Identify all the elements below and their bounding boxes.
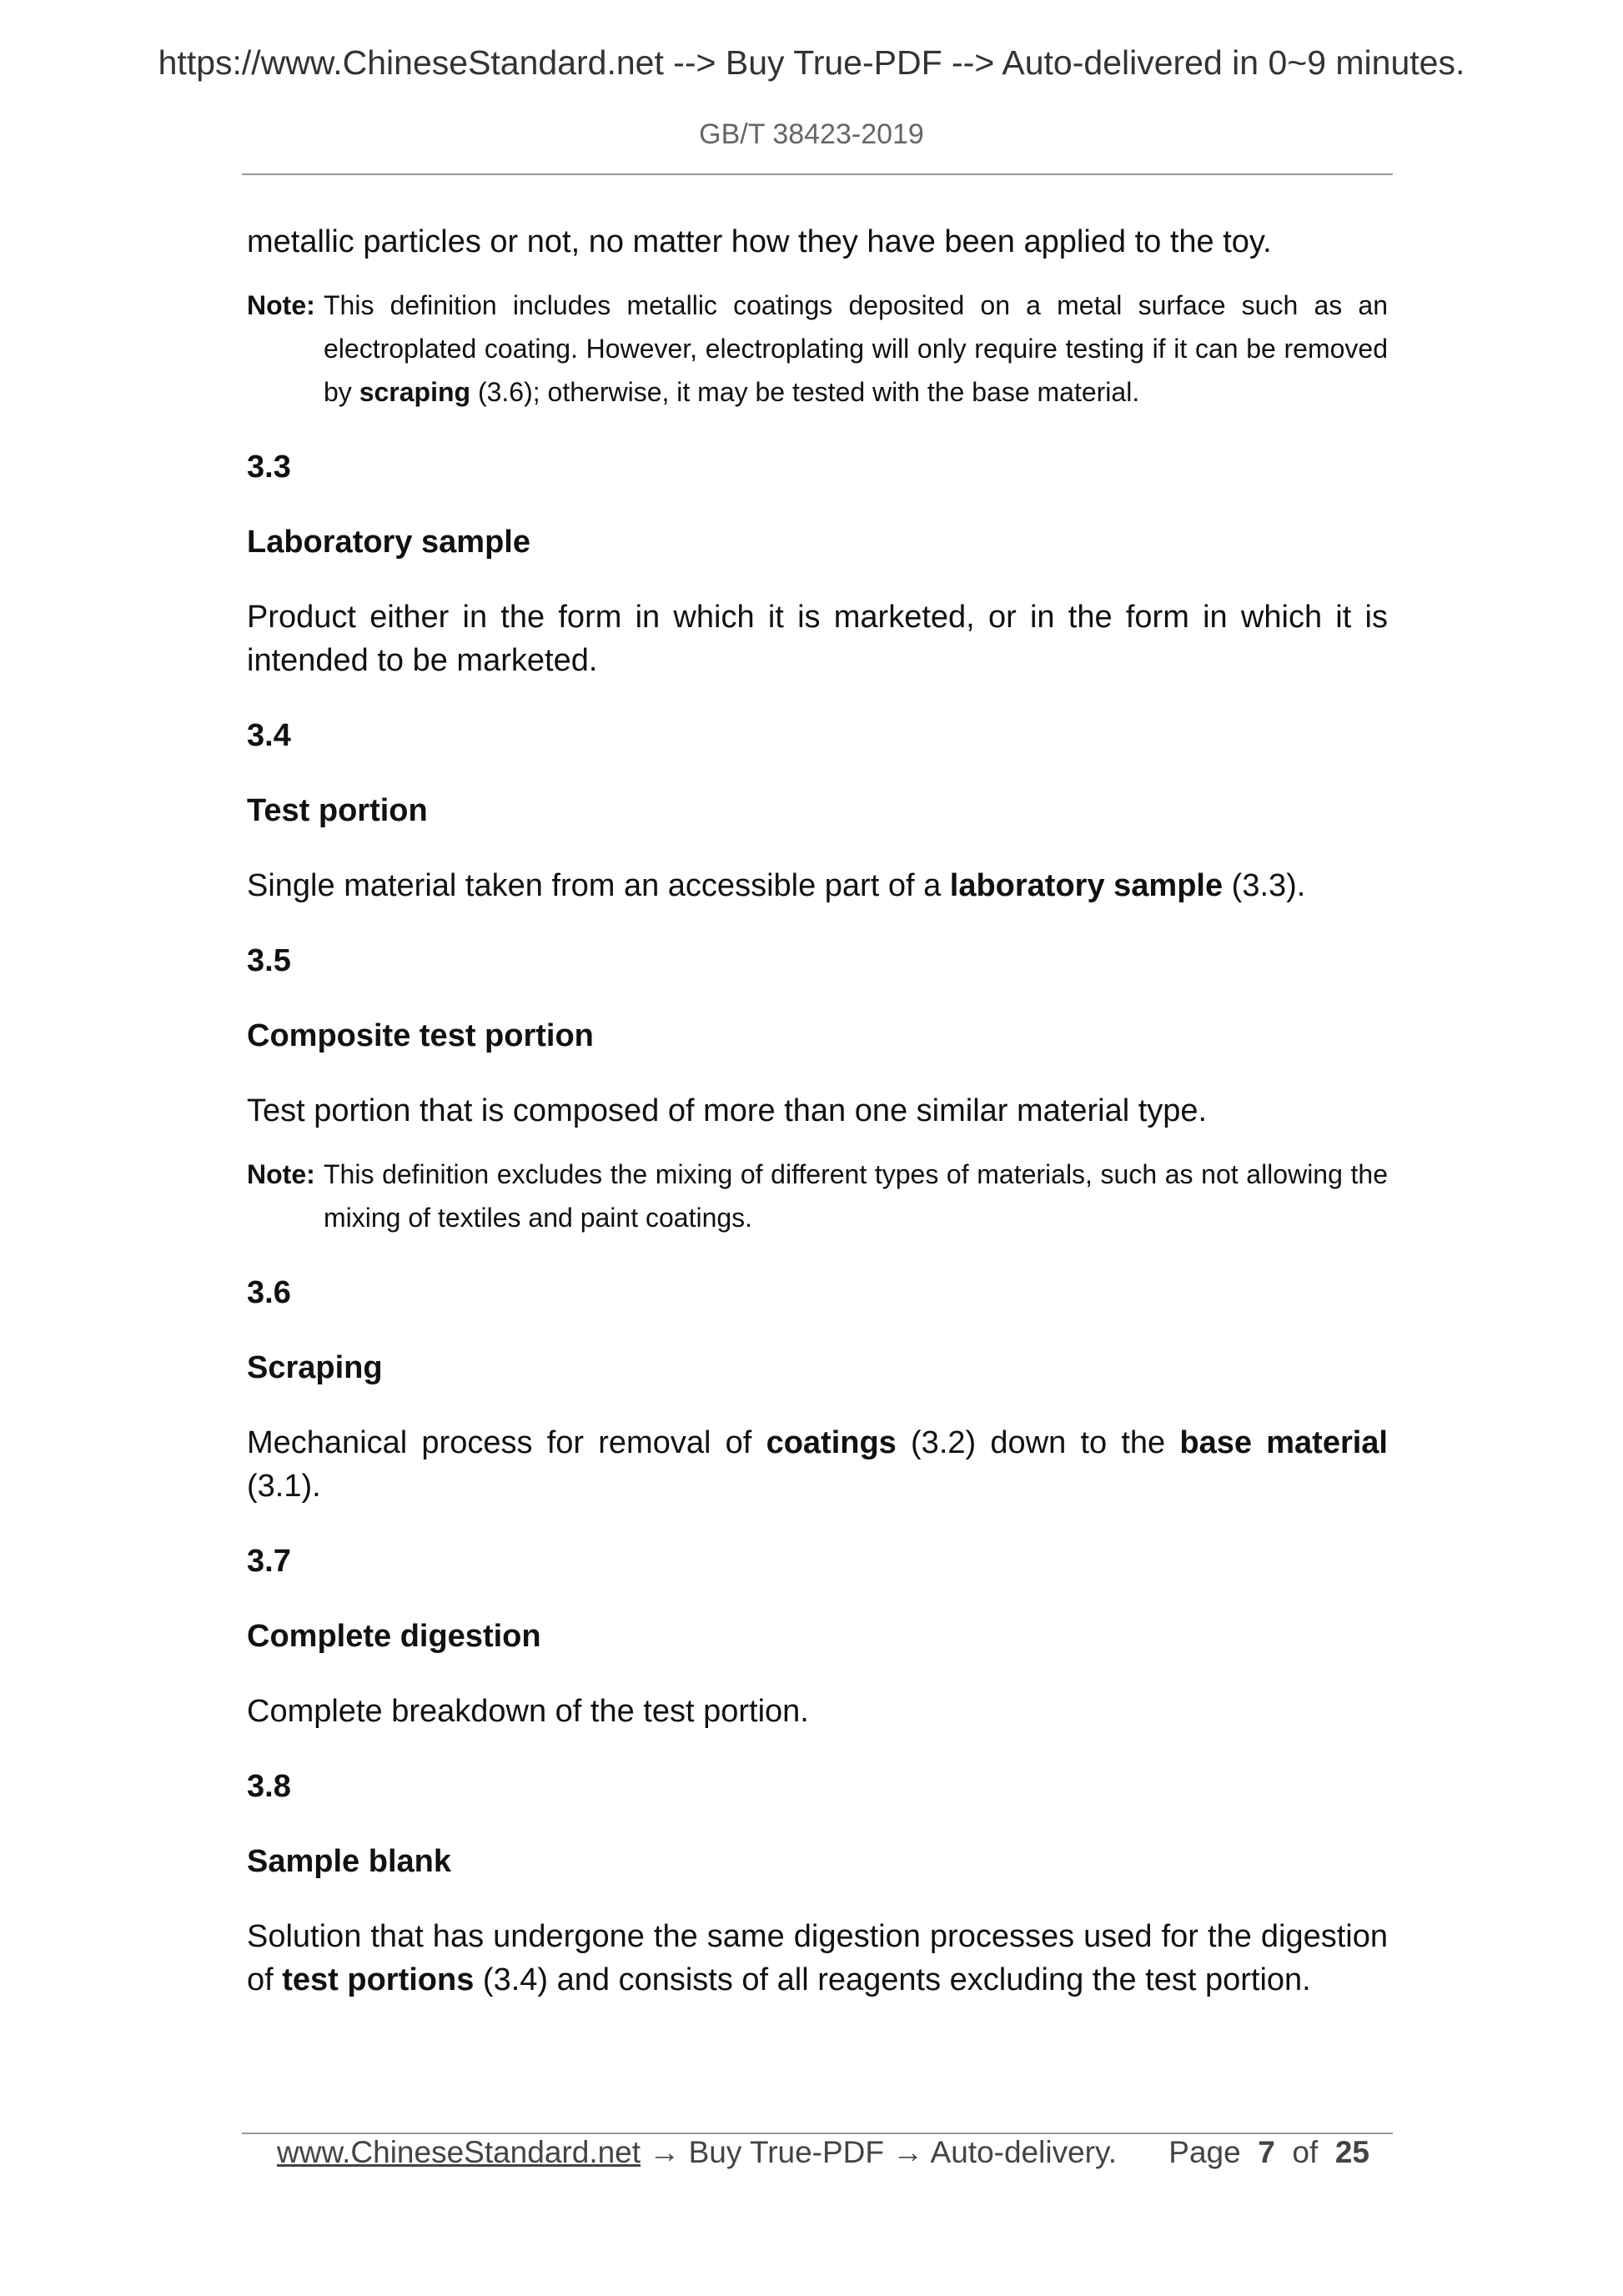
term-reference: coatings [766,1425,897,1460]
term-reference: laboratory sample [949,868,1224,903]
term-title: Complete digestion [247,1619,541,1654]
page-word: Page [1168,2135,1241,2169]
term-definition: Complete breakdown of the test portion. [247,1694,809,1729]
clause-number: 3.3 [247,450,291,485]
definition-text: (3.2) down to the [896,1425,1180,1460]
definition-text: (3.3). [1223,868,1306,903]
continuation-text: metallic particles or not, no matter how they have been applied to the toy. [247,224,1272,259]
document-id: GB/T 38423-2019 [699,118,924,150]
term-definition [247,1915,1388,2002]
footer-site-link[interactable]: www.ChineseStandard.net [277,2135,641,2169]
footer-buy-text: Buy True-PDF [688,2135,885,2169]
term-title: Sample blank [247,1844,451,1879]
page-content [247,220,1388,2002]
note-text: This definition excludes the mixing of different types of materials, such as not allowing the mixing of textiles and paint coatings. [324,1159,1388,1233]
clause-number: 3.5 [247,943,291,978]
clause-number: 3.6 [247,1275,291,1310]
note-term-ref: scraping [359,377,471,407]
of-word: of [1292,2135,1319,2169]
page-footer [277,2135,1369,2178]
note-3-5 [247,1153,1388,1239]
definition-text: Single material taken from an accessible part of a [247,868,950,903]
term-title: Composite test portion [247,1018,594,1053]
footer-delivery-text: Auto-delivery. [930,2135,1118,2169]
note-3-2 [247,284,1388,414]
note-label: Note: [247,1159,315,1189]
header-divider [242,173,1393,175]
note-label: Note: [247,290,315,320]
definition-text: Mechanical process for removal of [247,1425,766,1460]
page-total: 25 [1334,2135,1369,2169]
term-title: Laboratory sample [247,525,530,560]
note-text-part: (3.6); otherwise, it may be tested with the base material. [470,377,1140,407]
arrow-icon: → [884,2135,931,2169]
term-definition [247,864,1388,907]
page-number: 7 [1258,2135,1275,2169]
note-text-part: This definition includes metallic coatings deposited on a metal surface such as an electroplated coating. However, electroplating will only require testing if it can be removed by [324,290,1388,407]
term-definition: Product either in the form in which it is marketed, or in the form in which it is intended to be marketed. [247,600,1388,678]
clause-number: 3.8 [247,1769,291,1804]
footer-left [277,2135,1117,2170]
term-title: Scraping [247,1350,383,1385]
term-reference: base material [1179,1425,1388,1460]
header-banner: https://www.ChineseStandard.net --> Buy True-PDF --> Auto-delivered in 0~9 minutes. [158,43,1465,82]
footer-divider [242,2133,1393,2134]
definition-text: (3.1). [247,1469,321,1504]
term-definition [247,1421,1388,1508]
clause-number: 3.7 [247,1544,291,1579]
definition-text: Solution that has undergone the same digestion processes used for the digestion of [247,1919,1388,1997]
term-title: Test portion [247,793,428,828]
term-definition: Test portion that is composed of more than one similar material type. [247,1093,1208,1128]
clause-number: 3.4 [247,718,291,753]
note-text [324,284,1388,414]
definition-text: (3.4) and consists of all reagents excluding the test portion. [474,1962,1311,1997]
page-indicator [1168,2135,1369,2170]
arrow-icon: → [641,2135,689,2169]
term-reference: test portions [282,1962,475,1997]
